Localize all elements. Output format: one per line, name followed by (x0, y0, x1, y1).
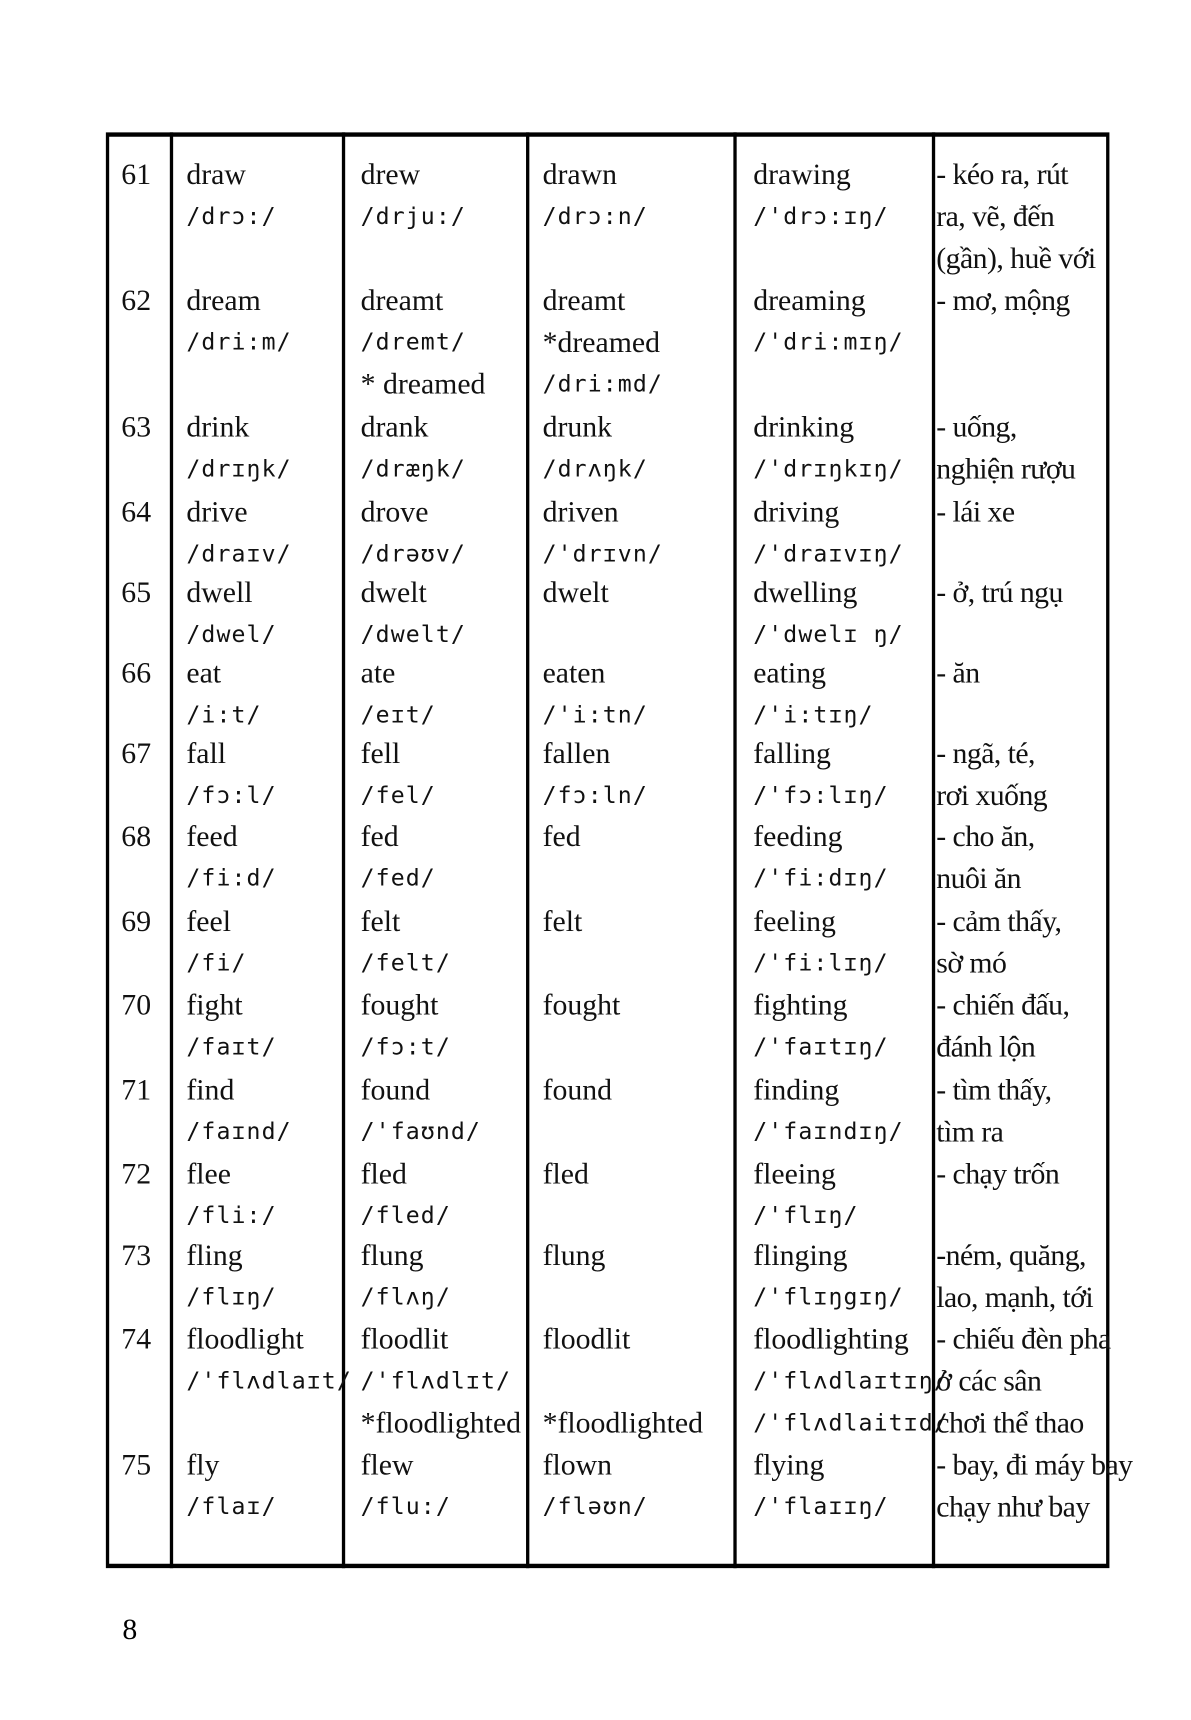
row-number: 66 (121, 656, 152, 690)
phonetic: /'flʌdlaɪt/ (186, 1367, 352, 1394)
phonetic: /flɪŋ/ (186, 1283, 277, 1311)
phonetic: /flu:/ (360, 1493, 451, 1520)
verb-form: fly (186, 1447, 220, 1482)
cell-meaning (936, 1234, 1093, 1318)
phonetic: /'dwelɪ ŋ/ (753, 620, 904, 648)
cell-ing (753, 279, 903, 363)
cell-past (361, 732, 436, 816)
cell-pp (543, 491, 663, 575)
cell-meaning (936, 1318, 1110, 1444)
verb-form: flung (360, 1238, 424, 1272)
meaning-text: - ở, trú ngụ (936, 575, 1063, 609)
verb-form: fall (186, 736, 227, 770)
phonetic: /dwelt/ (360, 620, 466, 648)
phonetic: /dremt/ (360, 328, 466, 356)
phonetic: /fi:d/ (186, 864, 277, 892)
verb-form: fed (542, 819, 581, 853)
cell-base (186, 1152, 276, 1236)
verb-form: ate (360, 656, 396, 690)
phonetic: /'flʌdlɪt/ (360, 1367, 512, 1394)
cell-meaning (936, 1444, 1132, 1528)
cell-pp (543, 900, 583, 942)
phonetic: /dri:m/ (186, 328, 292, 356)
cell-past (361, 900, 451, 984)
cell-past (361, 153, 466, 237)
cell-ing (753, 900, 888, 984)
cell-ing (753, 1234, 903, 1318)
verb-form: drive (186, 495, 248, 529)
verb-form: *dreamed (542, 325, 660, 359)
cell-meaning (936, 153, 1095, 279)
verb-form: dreaming (753, 283, 866, 317)
phonetic: /drʌŋk/ (542, 455, 648, 482)
verb-form: find (186, 1073, 235, 1107)
cell-ing (753, 652, 873, 736)
phonetic: /'flʌdlaitɪd/ (753, 1409, 949, 1436)
cell-pp (543, 279, 663, 405)
phonetic: /'faʊnd/ (360, 1118, 481, 1145)
verb-form: * dreamed (360, 367, 486, 401)
cell-base (186, 1069, 291, 1153)
verb-form (543, 1360, 703, 1402)
row-number: 68 (121, 819, 152, 853)
verb-form: falling (753, 736, 831, 770)
cell-meaning (936, 652, 979, 694)
verb-form: dreamt (360, 283, 444, 317)
phonetic: /fɔ:t/ (360, 1033, 451, 1060)
verb-form: flown (542, 1447, 613, 1482)
row-number: 69 (121, 904, 152, 938)
verb-form: drawn (542, 157, 617, 191)
row-number: 62 (121, 283, 152, 317)
cell-meaning (936, 1152, 1059, 1194)
verb-form: fighting (753, 988, 848, 1022)
verb-form: flying (753, 1447, 825, 1482)
meaning-text: - uống, (936, 410, 1017, 444)
verb-form: fell (360, 736, 401, 770)
cell-pp (543, 1234, 606, 1276)
phonetic: /flaɪ/ (186, 1493, 277, 1520)
cell-past (361, 1318, 521, 1444)
cell-pp (543, 1318, 703, 1444)
cell-meaning (936, 491, 1014, 533)
meaning-text: đánh lộn (936, 1030, 1036, 1064)
verb-form: floodlit (360, 1322, 449, 1356)
meaning-text: - kéo ra, rút (936, 157, 1069, 191)
cell-ing (753, 1069, 903, 1153)
verb-form: dwelt (360, 575, 427, 609)
meaning-text: nghiện rượu (936, 452, 1076, 486)
row-number: 61 (121, 157, 152, 191)
row-number: 63 (121, 410, 152, 444)
phonetic: /'fɔ:lɪŋ/ (753, 781, 889, 809)
row-number: 65 (121, 575, 152, 609)
row-number: 75 (121, 1447, 152, 1482)
cell-meaning (936, 815, 1034, 899)
cell-pp (543, 571, 609, 613)
meaning-text: - lái xe (936, 495, 1015, 529)
verb-form: dwelt (542, 575, 609, 609)
phonetic: /fli:/ (186, 1202, 277, 1229)
phonetic: /faɪt/ (186, 1033, 277, 1060)
cell-base (186, 1318, 352, 1402)
cell-ing (753, 1152, 858, 1236)
phonetic: /faɪnd/ (186, 1118, 292, 1145)
cell-base (186, 732, 276, 816)
verb-form: fought (360, 988, 439, 1022)
verb-form: *floodlighted (360, 1406, 522, 1440)
phonetic: /drəʊv/ (360, 540, 466, 567)
verb-form: dwelling (753, 575, 858, 609)
verb-form: finding (753, 1073, 840, 1107)
phonetic: /'drɔ:ɪŋ/ (753, 202, 889, 230)
cell-past (361, 1234, 451, 1318)
cell-ing (753, 984, 888, 1068)
verb-form: found (360, 1073, 431, 1107)
verb-form: driving (753, 495, 840, 529)
cell-meaning (936, 732, 1047, 816)
cell-base (186, 571, 276, 655)
cell-pp (543, 984, 621, 1026)
phonetic: /'draɪvɪŋ/ (753, 540, 904, 567)
verb-form: fling (186, 1238, 243, 1272)
verb-form: flinging (753, 1238, 848, 1272)
verb-form: draw (186, 157, 246, 191)
verb-form: flew (360, 1447, 414, 1482)
phonetic: /'drɪvn/ (542, 540, 663, 567)
verb-form: fed (360, 819, 399, 853)
cell-past (361, 984, 451, 1068)
verb-form: felt (360, 904, 401, 938)
column-divider (733, 132, 736, 1568)
cell-pp (543, 153, 648, 237)
phonetic: /flʌŋ/ (360, 1283, 451, 1311)
verb-form: felt (542, 904, 583, 938)
row-number: 72 (121, 1156, 152, 1190)
cell-meaning (936, 1069, 1051, 1153)
row-number: 70 (121, 988, 152, 1022)
meaning-text: tìm ra (936, 1114, 1004, 1149)
verb-form: floodlighting (753, 1322, 909, 1356)
verb-form: *floodlighted (542, 1406, 704, 1440)
cell-base (186, 406, 291, 490)
phonetic: /dræŋk/ (360, 455, 466, 482)
phonetic: /'fi:dɪŋ/ (753, 864, 889, 892)
phonetic: /drɔ:/ (186, 202, 277, 230)
cell-pp (543, 652, 648, 736)
cell-meaning (936, 900, 1061, 984)
row-number: 71 (121, 1073, 152, 1107)
verb-form: drinking (753, 410, 855, 444)
column-divider (170, 132, 173, 1568)
meaning-text: - tìm thấy, (936, 1073, 1052, 1107)
row-number: 74 (121, 1322, 152, 1356)
phonetic: /drju:/ (360, 202, 466, 230)
cell-past (361, 406, 466, 490)
meaning-text: - ăn (936, 656, 980, 690)
verb-form: floodlight (186, 1322, 304, 1356)
page-number: 8 (122, 1612, 138, 1646)
verb-form: eaten (542, 656, 606, 690)
phonetic: /fed/ (360, 864, 436, 892)
meaning-text: - ngã, té, (936, 736, 1035, 770)
meaning-text: - bay, đi máy bay (936, 1447, 1133, 1482)
verb-form: fallen (542, 736, 611, 770)
phonetic: /'flɪŋgɪŋ/ (753, 1283, 904, 1311)
phonetic: /'flʌdlaɪtɪŋ/ (753, 1367, 949, 1394)
verb-form: dreamt (542, 283, 626, 317)
phonetic: /'drɪŋkɪŋ/ (753, 455, 904, 482)
phonetic: /fi/ (186, 949, 247, 976)
meaning-text: ở các sân (936, 1364, 1042, 1398)
cell-past (361, 1444, 451, 1528)
cell-base (186, 153, 276, 237)
row-number: 67 (121, 736, 152, 770)
meaning-text: - chạy trốn (936, 1156, 1060, 1190)
phonetic: /drɪŋk/ (186, 455, 292, 482)
cell-ing (753, 571, 903, 655)
phonetic: /'i:tn/ (542, 701, 648, 728)
verb-form: fleeing (753, 1156, 836, 1190)
cell-meaning (936, 984, 1069, 1068)
meaning-text: rơi xuống (936, 778, 1048, 812)
verb-form: flee (186, 1156, 232, 1190)
verb-form: feeding (753, 819, 843, 853)
cell-base (186, 279, 291, 363)
verb-form: drawing (753, 157, 851, 191)
meaning-text: chạy như bay (936, 1489, 1090, 1523)
verb-form: fought (542, 988, 621, 1022)
phonetic: /drɔ:n/ (542, 202, 648, 230)
phonetic: /eɪt/ (360, 701, 436, 728)
cell-base (186, 815, 276, 899)
cell-ing (753, 815, 888, 899)
verb-form: fight (186, 988, 243, 1022)
phonetic: /'faɪtɪŋ/ (753, 1033, 889, 1060)
row-number: 73 (121, 1238, 152, 1272)
phonetic: /'i:tɪŋ/ (753, 701, 874, 728)
cell-base (186, 652, 261, 736)
cell-base (186, 900, 246, 984)
verb-form: dream (186, 283, 261, 317)
cell-pp (543, 1444, 648, 1528)
cell-ing (753, 732, 888, 816)
verb-form: flung (542, 1238, 606, 1272)
phonetic: /fɔ:ln/ (542, 781, 648, 809)
phonetic: /felt/ (360, 949, 451, 976)
verb-form: eat (186, 656, 222, 690)
cell-meaning (936, 571, 1063, 613)
cell-past (361, 1069, 481, 1153)
cell-past (361, 652, 436, 736)
cell-past (361, 571, 466, 655)
phonetic: /'flɪŋ/ (753, 1202, 859, 1229)
meaning-text: sờ mó (936, 946, 1007, 980)
meaning-text: - chiếu đèn pha (936, 1322, 1111, 1356)
cell-base (186, 1234, 276, 1318)
phonetic: /draɪv/ (186, 540, 292, 567)
verb-form: feeling (753, 904, 836, 938)
meaning-text: - mơ, mộng (936, 283, 1070, 317)
cell-ing (753, 1444, 888, 1528)
verb-form: floodlit (542, 1322, 631, 1356)
verb-form: drew (360, 157, 421, 191)
meaning-text: - chiến đấu, (936, 988, 1070, 1022)
cell-base (186, 984, 276, 1068)
phonetic: /fled/ (360, 1202, 451, 1229)
cell-pp (543, 732, 648, 816)
verb-form: dwell (186, 575, 253, 609)
phonetic: /'faɪndɪŋ/ (753, 1118, 904, 1145)
phonetic: /'dri:mɪŋ/ (753, 328, 904, 356)
meaning-text: nuôi ăn (936, 861, 1021, 895)
verb-form: drank (360, 410, 429, 444)
cell-pp (543, 1152, 589, 1194)
cell-base (186, 491, 291, 575)
phonetic: /'fi:lɪŋ/ (753, 949, 889, 976)
phonetic: /i:t/ (186, 701, 262, 728)
cell-past (361, 279, 486, 405)
meaning-text: ra, vẽ, đến (936, 199, 1055, 233)
verb-form: drink (186, 410, 250, 444)
phonetic: /fləʊn/ (542, 1493, 648, 1520)
verb-form: fled (360, 1156, 407, 1190)
meaning-text: (gần), huề với (936, 241, 1096, 275)
phonetic: /dri:md/ (542, 370, 663, 398)
cell-ing (753, 1318, 949, 1444)
cell-ing (753, 153, 888, 237)
phonetic: /fel/ (360, 781, 436, 809)
phonetic: /dwel/ (186, 620, 277, 648)
cell-pp (543, 406, 648, 490)
verb-form: feed (186, 819, 238, 853)
column-divider (526, 132, 529, 1568)
cell-pp (543, 815, 581, 857)
meaning-text: - cho ăn, (936, 819, 1035, 853)
cell-pp (543, 1069, 612, 1111)
meaning-text: -ném, quăng, (936, 1238, 1086, 1272)
cell-past (361, 1152, 451, 1236)
cell-meaning (936, 406, 1075, 490)
verb-form: drove (360, 495, 429, 529)
meaning-text: chơi thể thao (936, 1406, 1084, 1440)
meaning-text: - cảm thấy, (936, 904, 1062, 938)
verb-form: fled (542, 1156, 589, 1190)
cell-base (186, 1444, 276, 1528)
verb-form: driven (542, 495, 619, 529)
verb-form: feel (186, 904, 232, 938)
verb-form: drunk (542, 410, 613, 444)
cell-ing (753, 491, 903, 575)
cell-meaning (936, 279, 1069, 321)
verb-form: found (542, 1073, 613, 1107)
cell-past (361, 815, 436, 899)
cell-ing (753, 406, 903, 490)
phonetic: /fɔ:l/ (186, 781, 277, 809)
row-number: 64 (121, 495, 152, 529)
meaning-text: lao, mạnh, tới (936, 1280, 1094, 1314)
verb-form: eating (753, 656, 826, 690)
cell-past (361, 491, 466, 575)
phonetic: /'flaɪɪŋ/ (753, 1493, 889, 1520)
